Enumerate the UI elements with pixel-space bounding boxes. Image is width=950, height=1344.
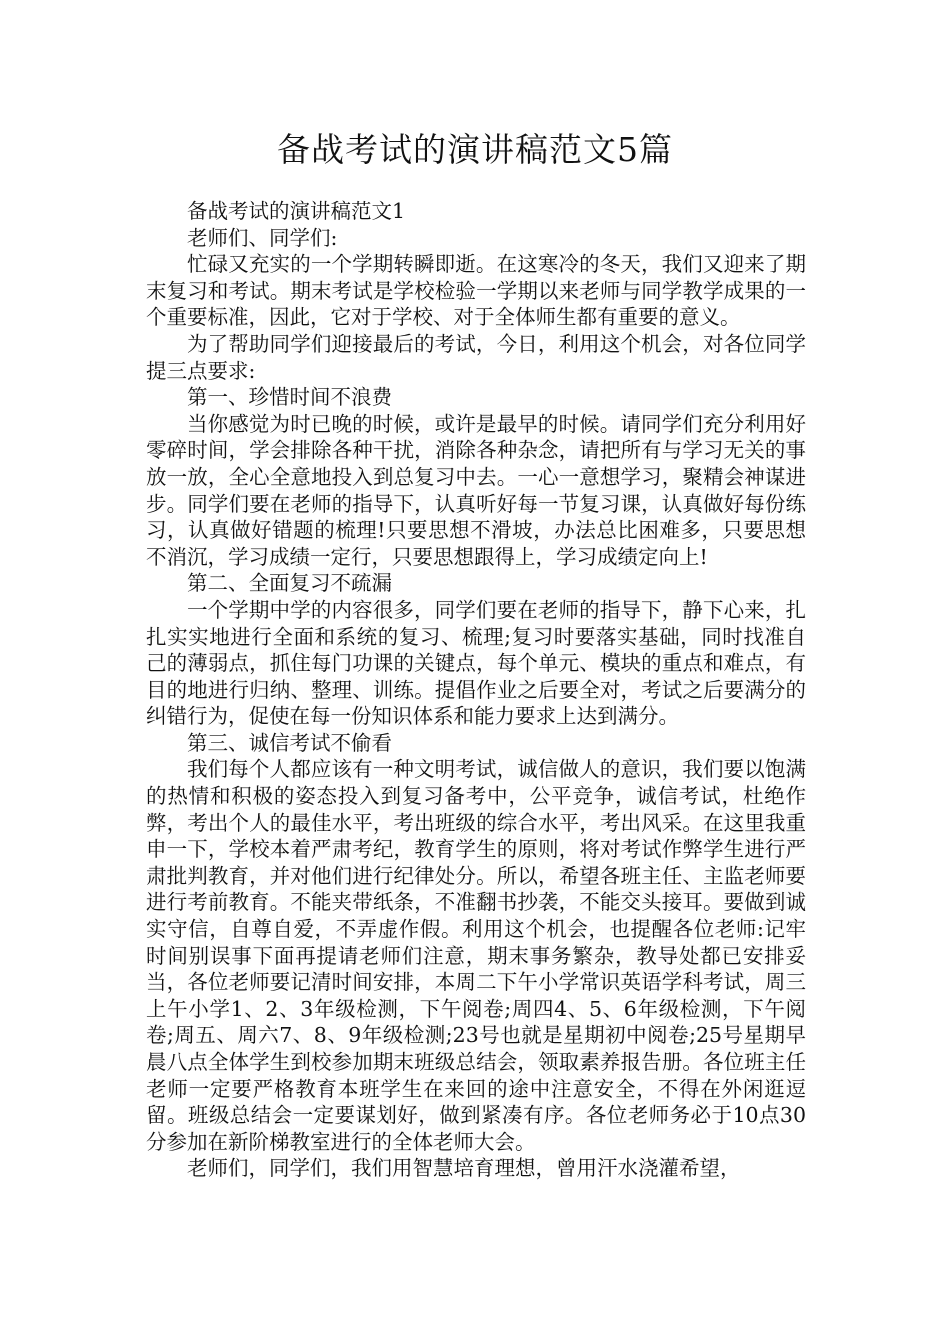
section-heading-2: 第二、全面复习不疏漏 (187, 571, 392, 596)
paragraph-section-3: 我们每个人都应该有一种文明考试，诚信做人的意识，我们要以饱满的热情和积极的姿态投入到复习备考中，公平竞争，诚信考试，杜绝作弊，考出个人的最佳水平，考出班级的综合水平，考出风采。在这里我重申一下，学校本着严肃考纪，教育学生的原则，将对考试作弊学生进行严肃批判教育，并对他们进行纪律处分。所以，希望各班主任、主监老师要进行考前教育。不能夹带纸条，不准翻书抄袭，不能交头接耳。要做到诚实守信，自尊自爱，不弄虚作假。利用这个机会，也提醒各位老师:记牢时间别误事下面再提请老师们注意，期末事务繁杂，教导处都已安排妥当，各位老师要记清时间安排，本周二下午小学常识英语学科考试，周三上午小学1、2、3年级检测，下午阅卷;周四4、5、6年级检测，下午阅卷;周五、周六7、8、9年级检测;23号也就是星期初中阅卷;25号星期早晨八点全体学生到校参加期末班级总结会，领取素养报告册。各位班主任老师一定要严格教育本班学生在来回的途中注意安全，不得在外闲逛逗留。班级总结会一定要谋划好，做到紧凑有序。各位老师务必于10点30分参加在新阶梯教室进行的全体老师大会。 (146, 757, 806, 1154)
document-title: 备战考试的演讲稿范文5篇 (277, 130, 673, 169)
document-body (146, 198, 806, 1182)
paragraph-requirements: 为了帮助同学们迎接最后的考试，今日，利用这个机会，对各位同学提三点要求: (146, 331, 806, 383)
section-heading-1: 第一、珍惜时间不浪费 (187, 385, 392, 410)
paragraph-closing: 老师们，同学们，我们用智慧培育理想，曾用汗水浇灌希望， (187, 1156, 741, 1181)
paragraph-subtitle: 备战考试的演讲稿范文1 (187, 199, 406, 223)
paragraph-section-2: 一个学期中学的内容很多，同学们要在老师的指导下，静下心来，扎扎实实地进行全面和系统的复习、梳理;复习时要落实基础，同时找准自己的薄弱点，抓住每门功课的关键点，每个单元、模块的重点和难点，有目的地进行归纳、整理、训练。提倡作业之后要全对，考试之后要满分的纠错行为，促使在每一份知识体系和能力要求上达到满分。 (146, 597, 806, 729)
paragraph-intro: 忙碌又充实的一个学期转瞬即逝。在这寒冷的冬天，我们又迎来了期末复习和考试。期末考试是学校检验一学期以来老师与同学教学成果的一个重要标准，因此，它对于学校、对于全体师生都有重要的意义。 (146, 252, 806, 330)
paragraph-greeting: 老师们、同学们: (187, 225, 338, 250)
paragraph-section-1: 当你感觉为时已晚的时候，或许是最早的时候。请同学们充分利用好零碎时间，学会排除各种干扰，消除各种杂念，请把所有与学习无关的事放一放，全心全意地投入到总复习中去。一心一意想学习，聚精会神谋进步。同学们要在老师的指导下，认真听好每一节复习课，认真做好每份练习，认真做好错题的梳理!只要思想不滑坡，办法总比困难多，只要思想不消沉，学习成绩一定行，只要思想跟得上，学习成绩定向上! (146, 411, 806, 569)
section-heading-3: 第三、诚信考试不偷看 (187, 730, 392, 755)
